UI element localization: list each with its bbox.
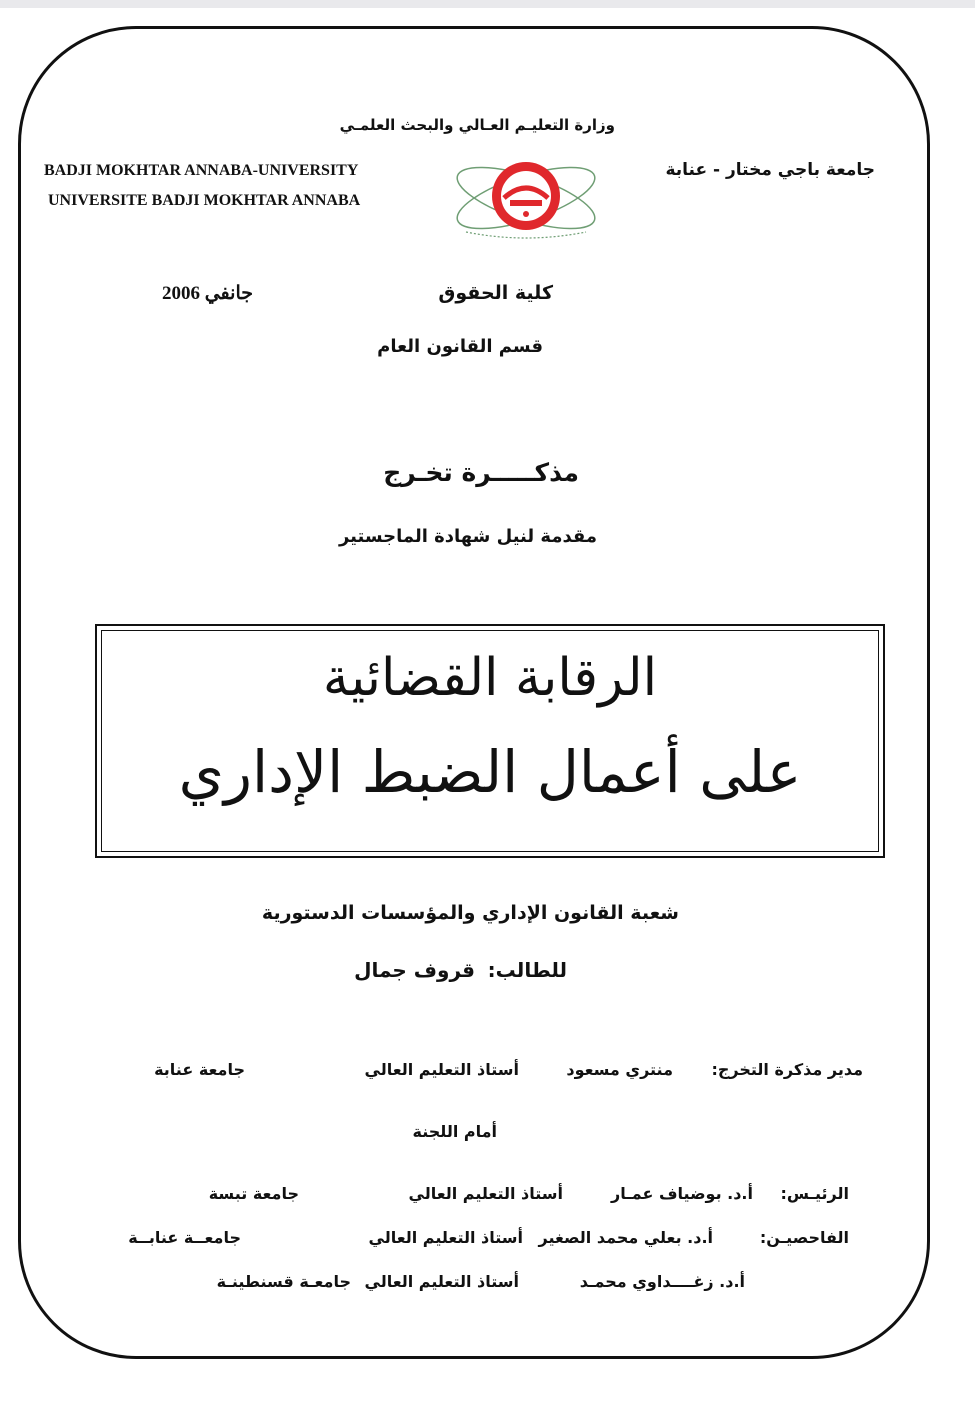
committee-member-rank: أستاذ التعليم العالي <box>368 1228 523 1247</box>
committee-member-rank: أستاذ التعليم العالي <box>408 1184 563 1203</box>
committee-role-president: الرئيـس: <box>780 1184 849 1203</box>
thesis-title-box <box>95 624 885 858</box>
student-label: للطالب: <box>487 958 567 982</box>
university-name-arabic: جامعة باجي مختار - عنابة <box>665 160 875 180</box>
thesis-title-line-1: الرقابة القضائية <box>322 648 658 708</box>
department-name: قسم القانون العام <box>377 336 543 357</box>
memo-type: مذكـــــرة تخـرج <box>383 458 579 487</box>
university-name-french: UNIVERSITE BADJI MOKHTAR ANNABA <box>48 192 361 209</box>
ministry-name: وزارة التعليـم العـالي والبحث العلمـي <box>339 116 615 134</box>
committee-member-rank: أستاذ التعليم العالي <box>364 1272 519 1291</box>
supervisor-name: منتري مسعود <box>566 1060 673 1079</box>
specialty-name: شعبة القانون الإداري والمؤسسات الدستورية <box>261 902 679 924</box>
committee-member-name: أ.د. بعلي محمد الصغير <box>538 1228 713 1247</box>
document-page <box>0 8 975 1412</box>
committee-role-examiners: الفاحصيـن: <box>759 1228 849 1247</box>
university-name-english: BADJI MOKHTAR ANNABA-UNIVERSITY <box>44 162 359 179</box>
committee-member-name: أ.د. بوضياف عمـار <box>611 1184 753 1203</box>
university-logo-icon <box>446 148 606 244</box>
supervisor-label: مدير مذكرة التخرج: <box>711 1060 863 1079</box>
supervisor-university: جامعة عنابة <box>154 1060 245 1079</box>
committee-member-university: جامعــة عنابــة <box>128 1228 241 1247</box>
submission-date: جانفي 2006 <box>161 283 253 304</box>
memo-purpose: مقدمة لنيل شهادة الماجستير <box>338 526 597 547</box>
faculty-name: كلية الحقوق <box>438 282 553 304</box>
student-name: قروف جمال <box>354 958 475 982</box>
committee-member-university: جامعـة قسنطينـة <box>216 1272 351 1291</box>
committee-heading: أمام اللجنة <box>412 1122 497 1141</box>
committee-member-name: أ.د. زغــــداوي محمـد <box>579 1272 745 1291</box>
committee-member-university: جامعة تبسة <box>208 1184 299 1203</box>
supervisor-rank: أستاذ التعليم العالي <box>364 1060 519 1079</box>
thesis-title-line-2: على أعمال الضبط الإداري <box>178 738 802 806</box>
